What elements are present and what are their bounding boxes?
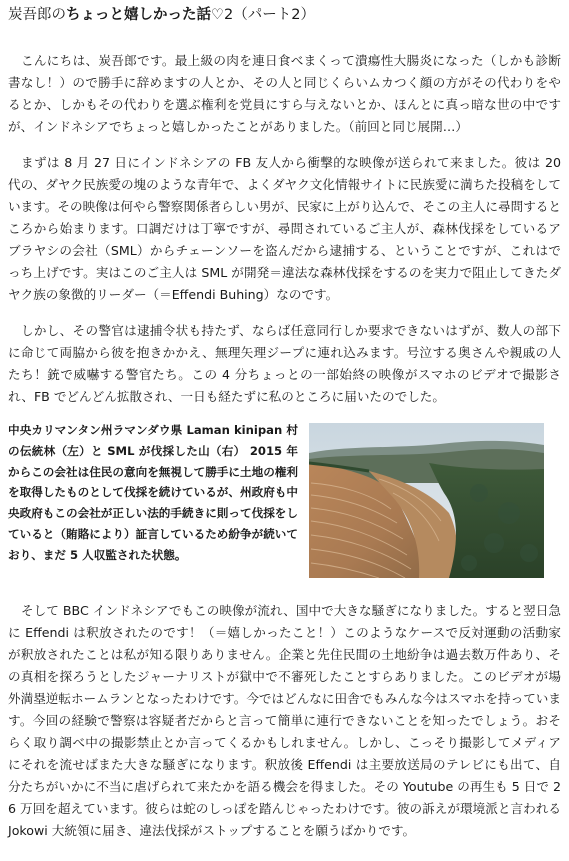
photo-caption: 中央カリマンタン州ラマンダウ県 Laman kinipan 村の伝統林（左）と SML が伐採した山（右） 2015 年からこの会社は住民の意向を無視して勝手に土地の権利を取得したものとして伐採を続けているが、州政府も中央政府もこの会社が正しい法的手続きに則って伐採をしていると（賄賂により）証言しているため紛争が続いており、まだ 5 人収監された状態。	[8, 423, 298, 562]
aerial-forest-photo	[309, 423, 544, 578]
title-prefix: 炭吾郎の	[8, 7, 66, 23]
paragraph-intro: こんにちは、炭吾郎です。最上級の肉を連日食べまくって潰瘍性大腸炎になった（しかも診断書なし！）ので勝手に辞めますの人とか、その人と同じくらいムカつく顔の方がその代わりをやるとか、しかもその代わりを選ぶ権利を党員にすら与えないとか、ほんとに真っ暗な世の中ですが、インドネシアでちょっと嬉しかったことがありました。（前回と同じ展開…）	[8, 53, 562, 134]
paragraph-release: そして BBC インドネシアでもこの映像が流れ、国中で大きな騒ぎになりました。すると翌日急に Effendi は釈放されたのです！（＝嬉しかったこと！）このようなケースで反対運動の活動家が釈放されたことは私が知る限りありません。企業と先住民間の土地紛争は過去数万件あり、その真相を探ろうとしたジャーナリストが獄中で不審死したことすらありました。このビデオが場外満塁逆転ホームランとなったわけです。今ではどんなに田舎でもみんな今はスマホを持っています。今回の経験で警察は容疑者だからと言って簡単に連行できないことを知ったでしょう。おそらく取り調べ中の撮影禁止とか言ってくるかもしれません。しかし、こっそり撮影してメディアにそれを流せばまた大きな騒ぎになります。釈放後 Effendi は主要放送局のテレビにも出て、自分たちがいかに不当に虐げられて来たかを語る機会を得ました。その Youtube の再生も 5 日で 26 万回を超えています。彼らは蛇のしっぽを踏んじゃったわけです。彼の訴えが環境派と言われる Jokowi 大統領に届き、違法伐採がストップすることを願うばかりです。	[8, 603, 561, 838]
page-title	[8, 5, 563, 25]
paragraph-video: まずは 8 月 27 日にインドネシアの FB 友人から衝撃的な映像が送られて来ました。彼は 20 代の、ダヤク民族愛の塊のような青年で、よくダヤク文化情報サイトに民族愛に満ちた投稿をしています。その映像は何やら警察関係者らしい男が、民家に上がり込んで、そこの主人に尋問するところから始まります。口調だけは丁寧ですが、尋問されているご主人が、森林伐採をしているアブラヤシの会社（SML）からチェーンソーを盗んだから逮捕する、ということですが、これはでっち上げです。実はこのご主人は SML が開発＝違法な森林伐採をするのを実力で阻止してきたダヤク族の象徴的リーダー（＝Effendi Buhing）なのです。	[8, 155, 561, 302]
title-emphasis: ちょっと嬉しかった話	[66, 7, 211, 23]
title-suffix: ♡2（パート2）	[211, 7, 315, 23]
paragraph-arrest: しかし、その警官は逮捕令状も持たず、ならば任意同行しか要求できないはずが、数人の部下に命じて両脇から彼を抱きかかえ、無理矢理ジープに連れ込みます。号泣する奥さんや親戚の人たち！銃で威嚇する警官たち。この 4 分ちょっとの一部始終の映像がスマホのビデオで撮影され、FB でどんどん拡散され、一日も経たずに私のところに届いたのでした。	[8, 323, 561, 404]
